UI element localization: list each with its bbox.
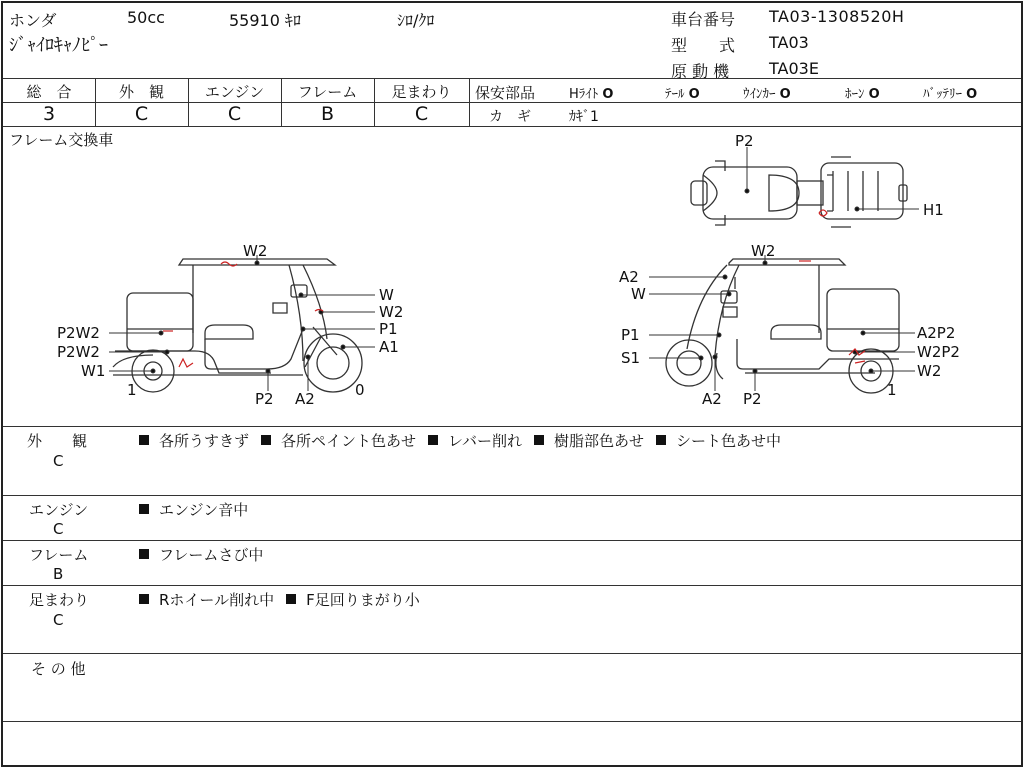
safety-item-name: Hﾗｲﾄ <box>569 87 599 102</box>
label-right-wheel: W2 <box>917 362 942 380</box>
remark-frame-category: フレーム <box>29 546 89 564</box>
grade-suspension-value: C <box>414 103 429 125</box>
label-left-roof: W2 <box>243 242 268 260</box>
remark-exterior-items <box>139 430 793 451</box>
divider <box>3 495 1021 496</box>
label-right-bottom-a2: A2 <box>702 390 722 408</box>
remark-suspension-items <box>139 589 432 610</box>
damage-marks <box>163 210 865 367</box>
safety-hlight <box>569 83 613 102</box>
remark-item <box>139 501 248 519</box>
remark-item-text: エンジン音中 <box>159 501 249 519</box>
safety-label: 保安部品 <box>475 84 536 102</box>
bullet-square-icon <box>139 549 149 559</box>
label-right-bottom-p2: P2 <box>743 390 762 408</box>
bullet-square-icon <box>139 504 149 514</box>
bullet-square-icon <box>428 435 438 445</box>
remark-engine-items <box>139 499 260 520</box>
bullet-square-icon <box>656 435 666 445</box>
top-view-drawing <box>691 157 907 227</box>
type-label: 型 式 <box>671 36 736 55</box>
safety-item-name: ｳｲﾝｶｰ <box>743 87 776 102</box>
frame-no-label: 車台番号 <box>671 10 736 29</box>
remark-item <box>534 432 644 450</box>
divider <box>3 78 1021 79</box>
safety-item-mark: O <box>602 87 614 102</box>
grade-engine-label: エンジン <box>204 83 265 101</box>
label-left-rear-upper: P2W2 <box>57 324 100 342</box>
safety-item-mark: O <box>966 87 978 102</box>
remark-engine-grade: C <box>53 520 64 538</box>
key-label: カ ギ <box>489 109 531 125</box>
safety-tail <box>665 83 700 102</box>
grade-exterior-label: 外 観 <box>118 83 164 101</box>
remark-item-text: 樹脂部色あせ <box>553 432 644 450</box>
label-left-w: W <box>379 286 394 304</box>
bullet-square-icon <box>534 435 544 445</box>
remark-item <box>286 591 420 609</box>
grade-engine-value: C <box>227 103 242 125</box>
bullet-square-icon <box>139 435 149 445</box>
remark-item-text: レバー削れ <box>448 432 522 450</box>
bullet-square-icon <box>286 594 296 604</box>
label-right-rear-upper: A2P2 <box>917 324 956 342</box>
label-top-p2: P2 <box>735 132 754 150</box>
remark-item-text: 各所ペイント色あせ <box>281 432 417 450</box>
label-right-num-rear: 1 <box>887 381 897 399</box>
grade-frame-value: B <box>320 103 335 125</box>
remark-item <box>428 432 522 450</box>
remark-item-text: Rホイール削れ中 <box>159 591 275 609</box>
divider <box>3 426 1021 427</box>
displacement: 50cc <box>127 8 165 27</box>
divider <box>3 585 1021 586</box>
label-right-s1: S1 <box>621 349 641 367</box>
remark-frame-grade: B <box>53 565 64 583</box>
label-left-p1: P1 <box>379 320 398 338</box>
remark-item <box>139 546 263 564</box>
remark-suspension-category: 足まわり <box>29 591 90 609</box>
label-left-a1: A1 <box>379 338 399 356</box>
mileage: 55910 ｷﾛ <box>229 11 301 30</box>
remark-other-category: そ の 他 <box>31 660 86 678</box>
safety-winker <box>743 83 791 102</box>
inspection-sheet <box>1 1 1023 767</box>
remark-item <box>656 432 781 450</box>
label-left-bottom-a2: A2 <box>295 390 315 408</box>
remark-item <box>261 432 416 450</box>
key-value: ｶｷﾞ1 <box>569 109 599 125</box>
label-left-rear-lower: P2W2 <box>57 343 100 361</box>
safety-item-name: ﾎｰﾝ <box>845 87 865 102</box>
maker: ホンダ <box>9 11 57 30</box>
bullet-square-icon <box>139 594 149 604</box>
left-side-view-drawing <box>113 259 362 392</box>
remark-item-text: フレームさび中 <box>159 546 264 564</box>
safety-item-name: ﾊﾞｯﾃﾘｰ <box>923 87 962 102</box>
grade-suspension-label: 足まわり <box>391 83 452 101</box>
remark-suspension-grade: C <box>53 611 64 629</box>
bullet-square-icon <box>261 435 271 445</box>
color: ｼﾛ/ｸﾛ <box>397 11 435 30</box>
remark-exterior-grade: C <box>53 452 64 470</box>
label-top-h1: H1 <box>923 201 944 219</box>
remark-frame-items <box>139 544 275 565</box>
label-left-bottom-p2: P2 <box>255 390 274 408</box>
divider <box>469 102 1021 103</box>
remark-engine-category: エンジン <box>29 501 89 519</box>
diagram-note: フレーム交換車 <box>9 131 114 149</box>
divider <box>3 540 1021 541</box>
frame-no: TA03-1308520H <box>769 7 905 26</box>
safety-item-name: ﾃｰﾙ <box>665 87 685 102</box>
remark-item-text: シート色あせ中 <box>676 432 782 450</box>
safety-item-mark: O <box>779 87 791 102</box>
label-right-a2-top: A2 <box>619 268 639 286</box>
model-name: ｼﾞｬｲﾛｷｬﾉﾋﾟｰ <box>9 35 108 56</box>
engine-label: 原 動 機 <box>671 62 730 81</box>
right-side-view-drawing <box>666 259 899 393</box>
safety-horn <box>845 83 880 102</box>
remark-item-text: 各所うすきず <box>159 432 250 450</box>
label-right-rear-mid: W2P2 <box>917 343 960 361</box>
label-right-roof: W2 <box>751 242 776 260</box>
type-value: TA03 <box>769 33 809 52</box>
divider <box>3 721 1021 722</box>
label-left-num-rear: 1 <box>127 381 137 399</box>
label-right-p1: P1 <box>621 326 640 344</box>
label-left-wheel: W1 <box>81 362 106 380</box>
divider <box>3 653 1021 654</box>
remark-item <box>139 432 249 450</box>
safety-item-mark: O <box>688 87 700 102</box>
remark-item <box>139 591 274 609</box>
grade-overall-value: 3 <box>42 103 56 125</box>
remark-item-text: F足回りまがり小 <box>306 591 420 609</box>
label-left-num-front: 0 <box>355 381 365 399</box>
safety-battery <box>923 83 977 102</box>
remark-exterior-category: 外 観 <box>27 432 88 450</box>
engine-value: TA03E <box>769 59 819 78</box>
safety-item-mark: O <box>868 87 880 102</box>
grade-exterior-value: C <box>134 103 149 125</box>
grade-overall-label: 総 合 <box>26 83 72 101</box>
damage-diagram <box>3 127 1021 427</box>
label-left-w2: W2 <box>379 303 404 321</box>
grade-frame-label: フレーム <box>297 83 358 101</box>
label-right-w: W <box>631 285 646 303</box>
